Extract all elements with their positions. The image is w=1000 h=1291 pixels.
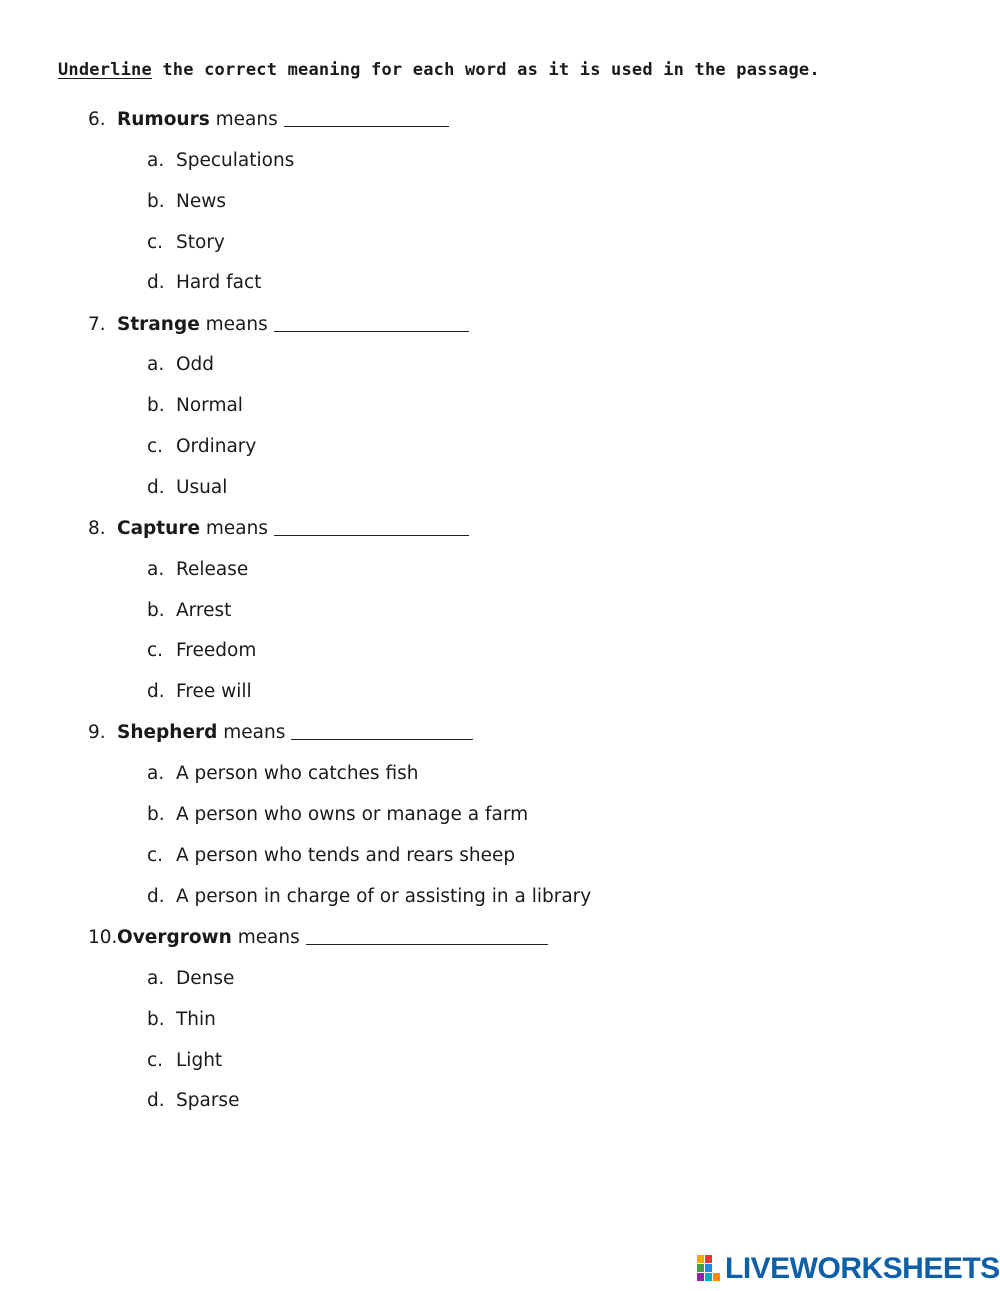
means-label: means — [205, 518, 268, 539]
option-text[interactable]: A person in charge of or assisting in a library — [176, 886, 592, 907]
question-number: 9. — [88, 722, 106, 743]
means-label: means — [223, 722, 286, 743]
option-letter: c. — [147, 640, 164, 661]
option-text[interactable]: Ordinary — [176, 436, 257, 457]
option-6d[interactable] — [147, 272, 261, 293]
option-9c[interactable] — [147, 845, 515, 866]
option-7a[interactable] — [147, 354, 214, 375]
question-number: 7. — [88, 314, 106, 335]
option-letter: c. — [147, 436, 164, 457]
option-7d[interactable] — [147, 477, 227, 498]
option-letter: d. — [147, 477, 165, 498]
option-text[interactable]: Freedom — [176, 640, 257, 661]
option-letter: b. — [147, 191, 165, 212]
means-label: means — [237, 927, 300, 948]
option-text[interactable]: Usual — [176, 477, 228, 498]
option-text[interactable]: News — [176, 191, 226, 212]
option-10b[interactable] — [147, 1009, 216, 1030]
option-letter: b. — [147, 600, 165, 621]
question-7 — [88, 314, 469, 340]
option-text[interactable]: Arrest — [176, 600, 232, 621]
option-8a[interactable] — [147, 559, 248, 580]
option-text[interactable]: Thin — [176, 1009, 216, 1030]
option-text[interactable]: A person who tends and rears sheep — [176, 845, 516, 866]
option-8c[interactable] — [147, 640, 256, 661]
option-letter: c. — [147, 1050, 164, 1071]
option-text[interactable]: Speculations — [176, 150, 295, 171]
option-text[interactable]: A person who owns or manage a farm — [176, 804, 529, 825]
answer-blank[interactable] — [291, 738, 473, 740]
option-8b[interactable] — [147, 600, 231, 621]
option-10c[interactable] — [147, 1050, 222, 1071]
option-text[interactable]: Free will — [176, 681, 252, 702]
option-6a[interactable] — [147, 150, 294, 171]
option-text[interactable]: Dense — [176, 968, 235, 989]
option-letter: b. — [147, 1009, 165, 1030]
instruction-underlined: Underline — [58, 60, 152, 80]
option-9a[interactable] — [147, 763, 418, 784]
option-letter: a. — [147, 559, 165, 580]
question-number: 10. — [88, 927, 118, 948]
option-text[interactable]: Story — [176, 232, 225, 253]
option-letter: a. — [147, 763, 165, 784]
option-6b[interactable] — [147, 191, 226, 212]
answer-blank[interactable] — [274, 330, 469, 332]
option-9d[interactable] — [147, 886, 591, 907]
question-6 — [88, 109, 449, 135]
option-text[interactable]: Normal — [176, 395, 243, 416]
instruction — [58, 60, 820, 80]
option-10a[interactable] — [147, 968, 234, 989]
question-word: Strange — [117, 314, 200, 335]
option-letter: c. — [147, 845, 164, 866]
question-10 — [88, 927, 548, 953]
question-word: Overgrown — [117, 927, 232, 948]
question-8 — [88, 518, 469, 544]
question-number: 6. — [88, 109, 106, 130]
means-label: means — [205, 314, 268, 335]
option-letter: b. — [147, 395, 165, 416]
option-letter: d. — [147, 886, 165, 907]
question-number: 8. — [88, 518, 106, 539]
option-letter: d. — [147, 272, 165, 293]
option-text[interactable]: Odd — [176, 354, 215, 375]
option-letter: a. — [147, 354, 165, 375]
option-letter: c. — [147, 232, 164, 253]
brand-name: LIVEWORKSHEETS — [725, 1252, 1000, 1285]
answer-blank[interactable] — [284, 125, 449, 127]
option-text[interactable]: Sparse — [176, 1090, 240, 1111]
option-10d[interactable] — [147, 1090, 239, 1111]
liveworksheets-logo-icon — [697, 1255, 721, 1283]
question-word: Shepherd — [117, 722, 218, 743]
option-8d[interactable] — [147, 681, 252, 702]
option-letter: a. — [147, 150, 165, 171]
question-word: Capture — [117, 518, 200, 539]
liveworksheets-brand[interactable] — [697, 1252, 1000, 1286]
option-6c[interactable] — [147, 232, 225, 253]
option-text[interactable]: A person who catches fish — [176, 763, 419, 784]
option-text[interactable]: Light — [176, 1050, 223, 1071]
means-label: means — [215, 109, 278, 130]
option-text[interactable]: Hard fact — [176, 272, 262, 293]
option-letter: d. — [147, 681, 165, 702]
option-7b[interactable] — [147, 395, 243, 416]
option-letter: b. — [147, 804, 165, 825]
option-letter: a. — [147, 968, 165, 989]
option-7c[interactable] — [147, 436, 256, 457]
question-word: Rumours — [117, 109, 210, 130]
instruction-text: the correct meaning for each word as it is used in the passage. — [162, 60, 820, 80]
option-text[interactable]: Release — [176, 559, 249, 580]
answer-blank[interactable] — [306, 943, 548, 945]
answer-blank[interactable] — [274, 534, 469, 536]
option-9b[interactable] — [147, 804, 528, 825]
question-9 — [88, 722, 473, 748]
option-letter: d. — [147, 1090, 165, 1111]
